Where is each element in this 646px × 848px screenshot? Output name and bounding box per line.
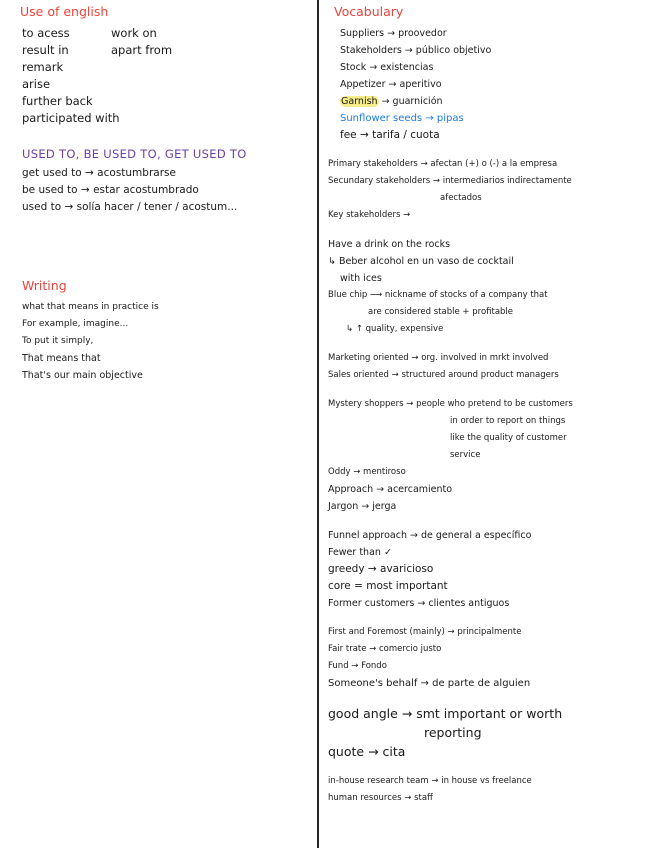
english-item: work on	[111, 26, 157, 40]
rocks-line: with ices	[340, 273, 382, 284]
vocab-line: reporting	[424, 725, 482, 740]
vocab-line: First and Foremost (mainly) → principalmente	[328, 627, 522, 637]
stakeholder-line: afectados	[440, 193, 482, 203]
mystery-line: in order to report on things	[450, 416, 566, 426]
vocab-line: in-house research team → in house vs freelance	[328, 776, 532, 786]
vocab-line: Someone's behalf → de parte de alguien	[328, 678, 531, 689]
blue-chip-line: Blue chip ⟶ nickname of stocks of a company that	[328, 290, 548, 300]
vocab-line: Appetizer → aperitivo	[340, 79, 442, 90]
english-item: remark	[22, 60, 64, 74]
vocab-line: fee → tarifa / cuota	[340, 129, 440, 141]
vocab-line: Stakeholders → público objetivo	[340, 45, 492, 56]
english-row	[22, 25, 310, 42]
vocab-line: Suppliers → proovedor	[340, 28, 447, 39]
used-to-line: used to → solía hacer / tener / acostum...	[22, 201, 238, 213]
column-divider	[317, 0, 319, 848]
english-item: arise	[22, 77, 51, 91]
vocab-line-blue: Sunflower seeds → pipas	[340, 113, 464, 124]
vocab-line: Fund → Fondo	[328, 661, 387, 671]
used-to-line: be used to → estar acostumbrado	[22, 184, 199, 196]
english-item: to acess	[22, 26, 70, 40]
blue-chip-line: are considered stable + profitable	[368, 307, 514, 317]
vocab-line: Stock → existencias	[340, 62, 434, 73]
blue-chip-line: ↳ ↑ quality, expensive	[346, 324, 444, 334]
stakeholder-line: Primary stakeholders → afectan (+) o (-) a la empresa	[328, 159, 558, 169]
vocab-line	[328, 93, 640, 110]
mystery-line: like the quality of customer	[450, 433, 567, 443]
marketing-line: Sales oriented → structured around product managers	[328, 370, 559, 380]
english-heading: Use of english	[20, 4, 109, 19]
rocks-line: ↳ Beber alcohol en un vaso de cocktail	[328, 256, 514, 267]
right-column	[328, 4, 640, 807]
stakeholder-line: Secundary stakeholders → intermediarios indirectamente	[328, 176, 572, 186]
writing-line: what that means in practice is	[22, 302, 159, 312]
vocab-line: Former customers → clientes antiguos	[328, 598, 510, 609]
left-column	[22, 4, 310, 384]
vocab-line: Jargon → jerga	[328, 501, 397, 512]
writing-line: That means that	[22, 353, 101, 364]
garnish-highlight: Garnish	[341, 96, 378, 107]
vocab-line: Approach → acercamiento	[328, 484, 453, 495]
vocab-line: core = most important	[328, 580, 448, 592]
rocks-line: Have a drink on the rocks	[328, 239, 451, 250]
english-item: apart from	[111, 43, 173, 57]
vocab-line: greedy → avaricioso	[328, 563, 434, 575]
garnish-translation: → guarnición	[378, 96, 443, 107]
vocab-line: human resources → staff	[328, 793, 433, 803]
vocab-line: Fair trate → comercio justo	[328, 644, 442, 654]
used-to-heading: USED TO, BE USED TO, GET USED TO	[22, 147, 247, 161]
writing-line: To put it simply,	[22, 336, 94, 346]
english-item: further back	[22, 94, 93, 108]
writing-heading: Writing	[22, 278, 67, 293]
english-item: participated with	[22, 111, 120, 125]
stakeholder-line: Key stakeholders →	[328, 210, 411, 220]
vocab-line: Funnel approach → de general a específico	[328, 530, 532, 541]
english-row	[22, 42, 310, 59]
mystery-line: service	[450, 450, 481, 460]
vocab-line: Fewer than ✓	[328, 547, 392, 558]
vocab-line: Oddy → mentiroso	[328, 467, 406, 477]
mystery-line: Mystery shoppers → people who pretend to be customers	[328, 399, 573, 409]
marketing-line: Marketing oriented → org. involved in mrkt involved	[328, 353, 549, 363]
vocab-line: good angle → smt important or worth	[328, 706, 563, 721]
writing-line: For example, imagine...	[22, 319, 129, 329]
english-item: result in	[22, 43, 69, 57]
used-to-line: get used to → acostumbrarse	[22, 167, 176, 179]
vocabulary-heading: Vocabulary	[334, 4, 404, 19]
vocab-line: quote → cita	[328, 744, 406, 759]
writing-line: That's our main objective	[22, 370, 143, 381]
